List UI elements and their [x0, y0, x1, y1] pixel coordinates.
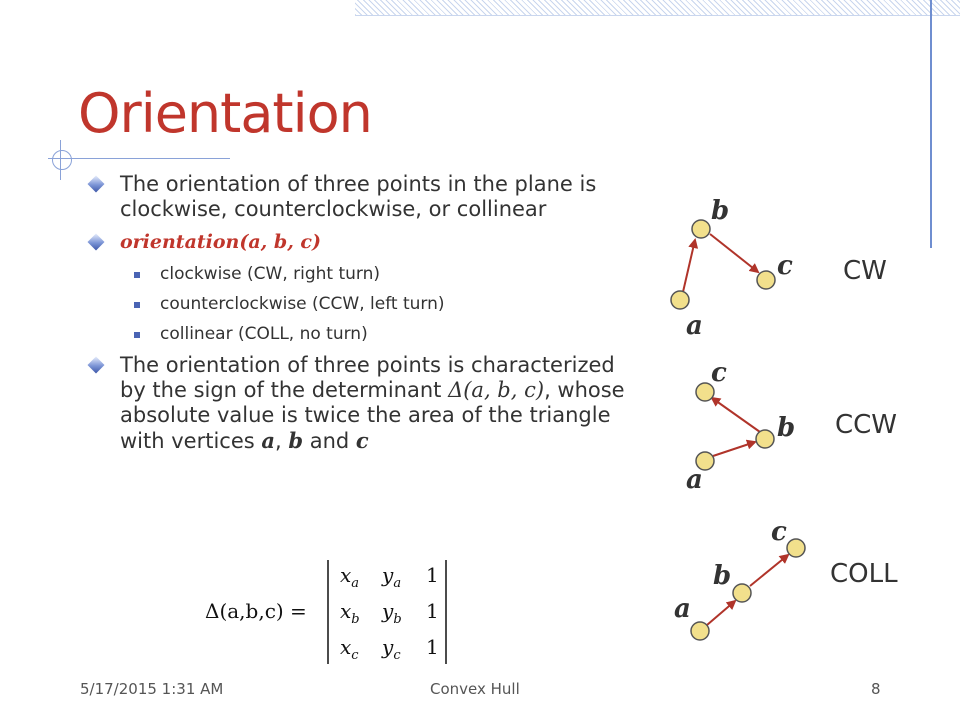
ccw-diagram — [686, 358, 897, 495]
det-symbol: Δ(a, b, c) — [448, 378, 545, 402]
vertex-a: a — [261, 428, 275, 453]
ccw-arrow-ab — [713, 442, 755, 456]
ccw-label-a: a — [686, 465, 703, 495]
bullet-intro — [88, 172, 628, 222]
coll-point-b — [733, 584, 751, 602]
matrix-cell-r2-c0: $x_c$ — [340, 635, 359, 663]
coll-label-b: b — [713, 561, 732, 591]
diamond-bullet-icon — [88, 234, 105, 251]
matrix-cell-r0-c2: 1 — [426, 563, 439, 587]
ccw-label-c: c — [711, 358, 727, 388]
cw-label-b: b — [711, 196, 730, 226]
det-text-2: , whose absolute value is twice the area of the triangle with vertices — [120, 378, 625, 453]
function-name: orientation — [120, 231, 240, 253]
and-text: and — [303, 429, 356, 453]
coll-arrow-bc — [750, 555, 788, 586]
matrix-cell-r1-c0: $x_b$ — [340, 599, 360, 627]
cw-point-c — [757, 271, 775, 289]
coll-point-a — [691, 622, 709, 640]
determinant-formula — [200, 556, 460, 668]
cw-arrow-bc — [710, 234, 758, 272]
matrix-cell-r0-c1: $y_a$ — [382, 563, 402, 591]
matrix-cell-r1-c1: $y_b$ — [382, 599, 402, 627]
sub-item-coll — [88, 323, 628, 345]
cw-point-a — [671, 291, 689, 309]
sub-item-text: collinear (COLL, no turn) — [160, 324, 368, 344]
sub-item-text: clockwise (CW, right turn) — [160, 264, 381, 284]
square-bullet-icon — [134, 272, 140, 278]
matrix-cell-r2-c2: 1 — [426, 635, 439, 659]
coll-label-c: c — [771, 517, 787, 547]
title-rule-decoration — [48, 158, 230, 159]
coll-diagram — [674, 517, 898, 640]
ccw-arrow-bc — [712, 398, 760, 432]
coll-point-c — [787, 539, 805, 557]
orientation-diagrams — [660, 180, 940, 650]
crosshair-line-decoration — [60, 140, 61, 180]
crosshair-circle-decoration — [52, 150, 72, 170]
bullet-intro-text: The orientation of three points in the plane is clockwise, counterclockwise, or collinear — [120, 172, 597, 221]
matrix-cell-r1-c2: 1 — [426, 599, 439, 623]
sub-item-cw — [88, 263, 628, 285]
bullet-orientation-function — [88, 230, 628, 255]
cw-diagram — [671, 196, 887, 341]
square-bullet-icon — [134, 302, 140, 308]
function-args: (a, b, c) — [239, 231, 321, 253]
formula-lhs: Δ(a,b,c) = — [205, 599, 307, 623]
bullet-determinant — [88, 353, 628, 454]
slide-content — [88, 172, 628, 462]
cw-caption: CW — [843, 256, 887, 286]
footer-date: 5/17/2015 1:31 AM — [80, 680, 224, 698]
cw-label-a: a — [686, 311, 703, 341]
coll-caption: COLL — [830, 559, 898, 589]
vertex-c: c — [355, 428, 369, 453]
ccw-caption: CCW — [835, 410, 898, 440]
matrix-cell-r0-c0: $x_a$ — [340, 563, 360, 591]
ccw-label-b: b — [777, 413, 796, 443]
det-text-1: The orientation of three points is characterized by the sign of the determinant — [120, 353, 615, 402]
footer-title: Convex Hull — [430, 680, 520, 698]
cw-label-c: c — [777, 251, 793, 281]
matrix-cell-r2-c1: $y_c$ — [382, 635, 401, 663]
ccw-point-b — [756, 430, 774, 448]
cw-arrow-ab — [683, 240, 695, 292]
diamond-bullet-icon — [88, 357, 105, 374]
coll-arrow-ab — [707, 601, 735, 625]
sub-item-text: counterclockwise (CCW, left turn) — [160, 294, 445, 314]
vertex-b: b — [288, 428, 304, 453]
slide-title: Orientation — [78, 82, 372, 145]
footer-page-number: 8 — [871, 680, 881, 698]
cw-point-b — [692, 220, 710, 238]
comma-text: , — [274, 429, 289, 453]
coll-label-a: a — [674, 594, 691, 624]
header-hatch-decoration — [355, 0, 960, 16]
sub-item-ccw — [88, 293, 628, 315]
matrix-cells — [340, 563, 439, 663]
square-bullet-icon — [134, 332, 140, 338]
diamond-bullet-icon — [88, 176, 105, 193]
